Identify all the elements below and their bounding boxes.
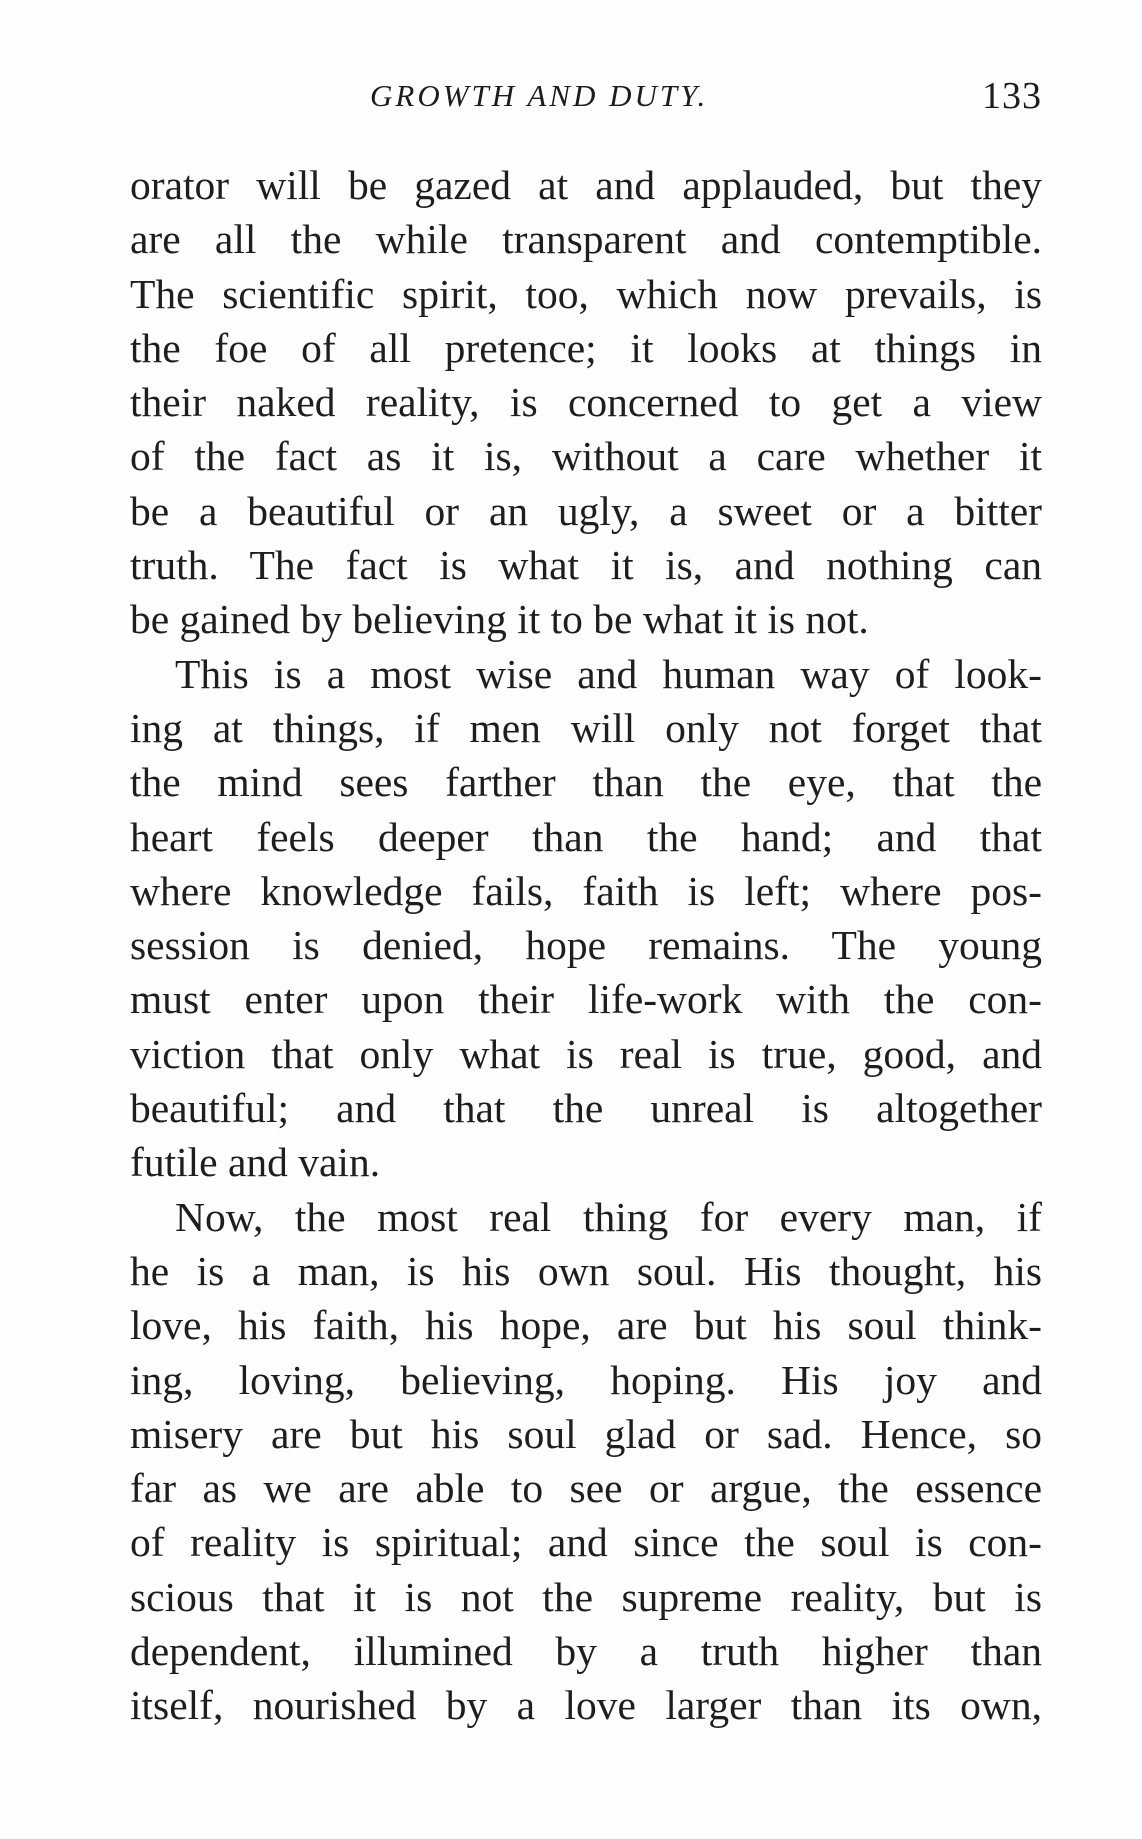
text-line: ing at things, if men will only not forget that	[130, 704, 1042, 751]
paragraph-first-line: Now, the most real thing for every man, if	[175, 1193, 1042, 1240]
text-line: the foe of all pretence; it looks at things in	[130, 324, 1042, 371]
text-line: session is denied, hope remains. The young	[130, 922, 1042, 969]
text-line: ing, loving, believing, hoping. His joy and	[130, 1356, 1042, 1403]
page-number: 133	[982, 75, 1042, 117]
paragraph-first-line: This is a most wise and human way of look-	[175, 650, 1042, 697]
text-line: itself, nourished by a love larger than its own,	[130, 1682, 1042, 1729]
text-line: orator will be gazed at and applauded, but they	[130, 162, 1042, 208]
text-line: heart feels deeper than the hand; and that	[130, 813, 1042, 860]
text-line: love, his faith, his hope, are but his soul think-	[130, 1302, 1042, 1349]
text-line: The scientific spirit, too, which now prevails, is	[130, 270, 1042, 317]
body-text	[130, 158, 1042, 1733]
text-line: dependent, illumined by a truth higher than	[130, 1628, 1042, 1675]
text-line: truth. The fact is what it is, and nothing can	[130, 542, 1042, 589]
running-title: GROWTH AND DUTY.	[370, 78, 709, 113]
text-line: he is a man, is his own soul. His thought, his	[130, 1247, 1042, 1294]
text-line: are all the while transparent and contemptible.	[130, 216, 1042, 263]
text-line: misery are but his soul glad or sad. Hence, so	[130, 1410, 1042, 1457]
text-line: viction that only what is real is true, good, and	[130, 1030, 1042, 1077]
text-line: of the fact as it is, without a care whether it	[130, 433, 1042, 480]
text-line: their naked reality, is concerned to get a view	[130, 379, 1042, 426]
text-line: far as we are able to see or argue, the essence	[130, 1465, 1042, 1512]
text-line: must enter upon their life-work with the con-	[130, 976, 1042, 1023]
text-line: be gained by believing it to be what it is not.	[130, 596, 869, 643]
text-line: beautiful; and that the unreal is altogether	[130, 1085, 1042, 1132]
text-line: scious that it is not the supreme reality, but is	[130, 1573, 1042, 1620]
text-line: where knowledge fails, faith is left; where pos-	[130, 867, 1042, 914]
text-line: the mind sees farther than the eye, that the	[130, 759, 1042, 806]
text-line: futile and vain.	[130, 1139, 381, 1186]
text-line: be a beautiful or an ugly, a sweet or a bitter	[130, 487, 1042, 534]
running-head	[130, 74, 1042, 134]
text-line: of reality is spiritual; and since the soul is con-	[130, 1519, 1042, 1566]
